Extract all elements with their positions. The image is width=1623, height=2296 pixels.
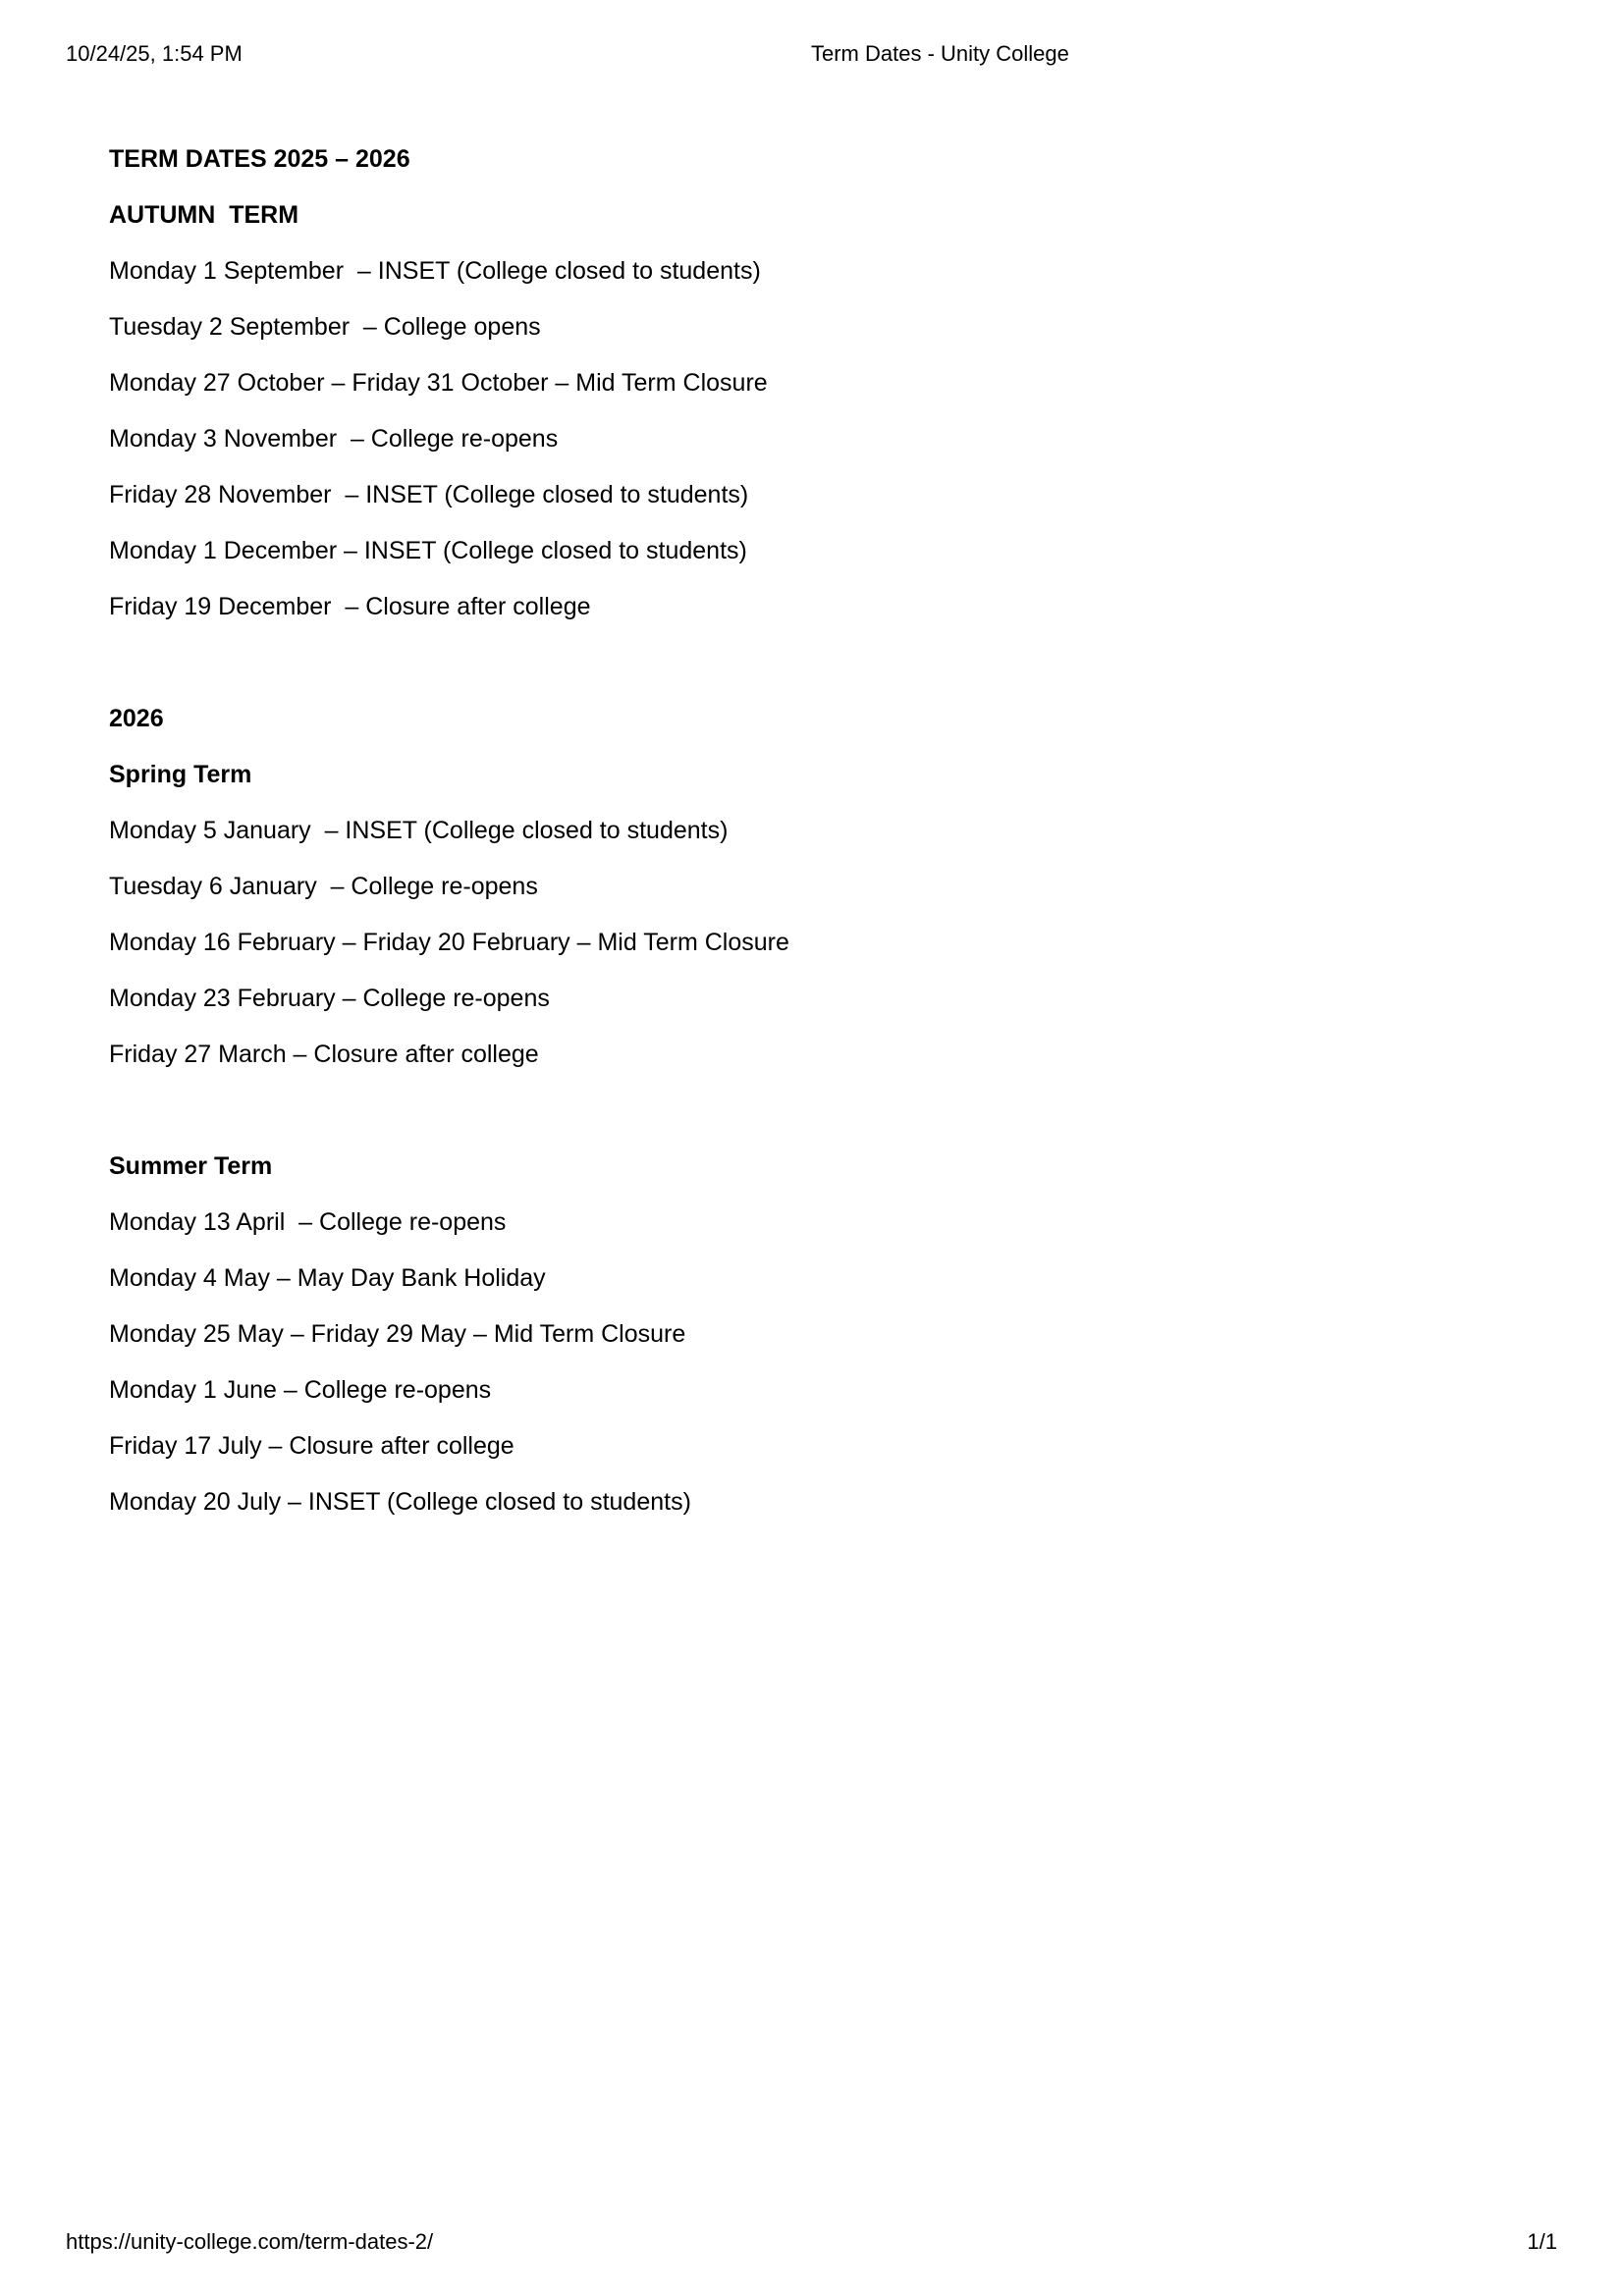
term-dates-content xyxy=(109,132,1484,1530)
autumn-entry: Monday 27 October – Friday 31 October – Mid Term Closure xyxy=(109,369,768,397)
summer-term-heading: Summer Term xyxy=(109,1152,273,1180)
autumn-entry: Monday 1 December – INSET (College closed to students) xyxy=(109,537,747,564)
section-spacer xyxy=(109,635,1484,691)
document-title: TERM DATES 2025 – 2026 xyxy=(109,145,410,173)
spring-term-heading: Spring Term xyxy=(109,761,252,788)
summer-entry: Monday 1 June – College re-opens xyxy=(109,1376,492,1404)
summer-entry: Monday 25 May – Friday 29 May – Mid Term Closure xyxy=(109,1320,686,1348)
summer-entry: Monday 4 May – May Day Bank Holiday xyxy=(109,1264,546,1292)
print-datetime: 10/24/25, 1:54 PM xyxy=(66,41,243,66)
autumn-term-heading: AUTUMN TERM xyxy=(109,201,299,229)
summer-entry: Friday 17 July – Closure after college xyxy=(109,1432,514,1460)
autumn-entry: Monday 3 November – College re-opens xyxy=(109,425,559,453)
spring-entry: Friday 27 March – Closure after college xyxy=(109,1041,539,1068)
spring-entry: Monday 16 February – Friday 20 February – Mid Term Closure xyxy=(109,929,789,956)
spring-entry: Monday 23 February – College re-opens xyxy=(109,985,550,1012)
autumn-entry: Tuesday 2 September – College opens xyxy=(109,313,541,341)
print-url: https://unity-college.com/term-dates-2/ xyxy=(66,2229,434,2254)
summer-entry: Monday 13 April – College re-opens xyxy=(109,1208,507,1236)
autumn-entry: Friday 19 December – Closure after college xyxy=(109,593,591,620)
year-heading: 2026 xyxy=(109,705,164,732)
spring-entry: Monday 5 January – INSET (College closed to students) xyxy=(109,817,729,844)
section-spacer xyxy=(109,1083,1484,1139)
autumn-entry: Monday 1 September – INSET (College closed to students) xyxy=(109,257,761,285)
print-page-title: Term Dates - Unity College xyxy=(811,41,1069,66)
autumn-entry: Friday 28 November – INSET (College closed to students) xyxy=(109,481,749,508)
spring-entry: Tuesday 6 January – College re-opens xyxy=(109,873,538,900)
summer-entry: Monday 20 July – INSET (College closed to students) xyxy=(109,1488,691,1516)
print-page-number: 1/1 xyxy=(1527,2229,1557,2254)
